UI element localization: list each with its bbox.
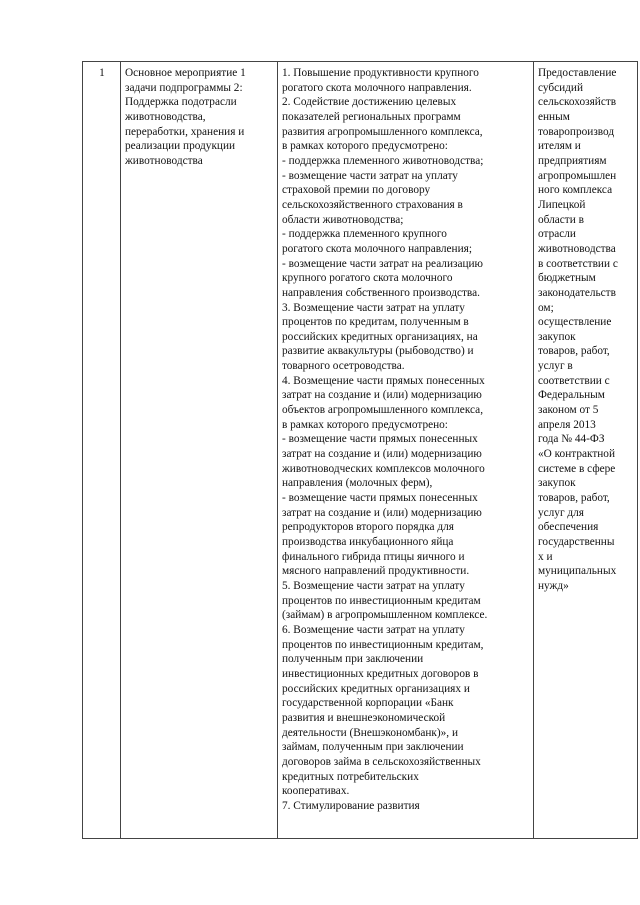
text-line: развития и внешнеэкономической (282, 711, 446, 724)
text-line: реализации продукции (125, 140, 236, 153)
text-line: 7. Стимулирование развития (282, 799, 420, 812)
event-content-cell (278, 62, 534, 839)
text-line: бюджетным (538, 272, 596, 285)
text-line: репродукторов второго порядка для (282, 521, 454, 534)
text-line: мясного направлений продуктивности. (282, 565, 470, 578)
text-line: переработки, хранения и (125, 125, 245, 138)
text-line: сельскохозяйственного страхования в (282, 198, 463, 211)
text-line: направления собственного производства. (282, 286, 480, 299)
text-line: развитие аквакультуры (рыбоводство) и (282, 345, 474, 358)
text-line: ного комплекса (538, 184, 613, 197)
text-line: деятельности (Внешэкономбанк)», и (282, 726, 458, 739)
text-line: затрат на создание и (или) модернизацию (282, 448, 482, 461)
text-line: в рамках которого предусмотрено: (282, 140, 448, 153)
text-line: животноводства (538, 242, 616, 255)
text-line: - поддержка племенного животноводства; (282, 154, 484, 167)
text-line: «О контрактной (538, 448, 615, 461)
text-line: закупок (538, 330, 576, 343)
text-line: Липецкой (538, 198, 586, 211)
text-line: сельскохозяйств (538, 96, 617, 109)
text-line: года № 44-ФЗ (538, 433, 605, 446)
text-line: объектов агропромышленного комплекса, (282, 404, 484, 417)
text-line: товаропроизвод (538, 125, 615, 138)
text-line: апреля 2013 (538, 418, 596, 431)
text-line: Поддержка подотрасли (125, 96, 237, 109)
text-line: ителям и (538, 140, 581, 153)
text-line: - возмещение части прямых понесенных (282, 433, 478, 446)
text-line: системе в сфере (538, 462, 616, 475)
text-line: - поддержка племенного крупного (282, 228, 447, 241)
text-line: процентов по инвестиционным кредитам (282, 594, 481, 607)
text-line: процентов по кредитам, полученным в (282, 316, 469, 329)
text-line: производства инкубационного яйца (282, 536, 454, 548)
table-row (83, 62, 638, 839)
text-line: услуг в (538, 360, 573, 373)
text-line: в соответствии с (538, 257, 618, 270)
text-line: государственной корпорации «Банк (282, 697, 454, 710)
text-line: договоров займа в сельскохозяйственных (282, 755, 481, 768)
text-line: кредитных потребительских (282, 770, 419, 783)
text-line: российских кредитных организациях, на (282, 330, 478, 343)
text-line: агропромышлен (538, 169, 617, 182)
text-line: инвестиционных кредитных договоров в (282, 667, 479, 680)
text-line: отрасли (538, 228, 576, 241)
text-line: рогатого скота молочного направления; (282, 242, 472, 255)
text-line: обеспечения (538, 521, 599, 534)
text-line: 1. Повышение продуктивности крупного (282, 67, 479, 79)
text-line: затрат на создание и (или) модернизацию (282, 506, 482, 519)
text-line: 4. Возмещение части прямых понесенных (282, 374, 485, 387)
text-line: развития агропромышленного комплекса, (282, 125, 483, 138)
text-line: Федеральным (538, 389, 605, 402)
text-line: услуг для (538, 506, 584, 519)
text-line: животноводства (125, 154, 203, 167)
text-line: Основное мероприятие 1 (125, 67, 246, 79)
text-line: кооперативах. (282, 785, 350, 798)
text-line: ом; (538, 301, 554, 314)
text-line: законодательств (538, 286, 616, 299)
text-line: товарного осетроводства. (282, 360, 405, 373)
text-line: закупок (538, 477, 576, 490)
text-line: затрат на создание и (или) модернизацию (282, 389, 482, 402)
text-line: животноводства, (125, 110, 206, 123)
text-line: муниципальных (538, 565, 617, 578)
text-line: страховой премии по договору (282, 184, 431, 197)
text-line: процентов по инвестиционным кредитам, (282, 638, 484, 651)
text-line: соответствии с (538, 374, 610, 387)
text-line: российских кредитных организациях и (282, 682, 470, 695)
text-line: осуществление (538, 316, 612, 329)
text-line: рогатого скота молочного направления. (282, 81, 472, 94)
text-line: задачи подпрограммы 2: (125, 81, 243, 94)
text-line: финального гибрида птицы яичного и (282, 550, 465, 563)
event-result-cell (534, 62, 638, 839)
text-line: 2. Содействие достижению целевых (282, 96, 457, 109)
text-line: нужд» (538, 579, 569, 592)
program-table (82, 61, 638, 839)
text-line: области в (538, 213, 584, 226)
text-line: Предоставление (538, 67, 617, 79)
text-line: х и (538, 550, 553, 563)
text-line: товаров, работ, (538, 345, 610, 358)
row-number: 1 (99, 67, 105, 79)
text-line: показателей региональных программ (282, 110, 461, 123)
text-line: 3. Возмещение части затрат на уплату (282, 301, 465, 314)
text-line: 6. Возмещение части затрат на уплату (282, 623, 465, 636)
text-line: - возмещение части затрат на реализацию (282, 257, 483, 270)
text-line: 5. Возмещение части затрат на уплату (282, 579, 465, 592)
text-line: займам, полученным при заключении (282, 741, 464, 754)
event-name-cell (121, 62, 278, 839)
text-line: в рамках которого предусмотрено: (282, 418, 448, 431)
text-line: (займам) в агропромышленном комплексе. (282, 609, 488, 622)
text-line: енным (538, 110, 570, 123)
text-line: направления (молочных ферм), (282, 477, 433, 490)
text-line: предприятиям (538, 154, 607, 167)
row-number-cell (83, 62, 121, 839)
text-line: животноводческих комплексов молочного (282, 462, 485, 475)
text-line: товаров, работ, (538, 492, 610, 505)
text-line: области животноводства; (282, 213, 404, 226)
text-line: полученным при заключении (282, 653, 424, 666)
text-line: - возмещение части прямых понесенных (282, 492, 478, 505)
text-line: крупного рогатого скота молочного (282, 272, 453, 285)
text-line: субсидий (538, 81, 584, 94)
text-line: законом от 5 (538, 404, 599, 417)
text-line: - возмещение части затрат на уплату (282, 169, 458, 182)
text-line: государственны (538, 536, 615, 548)
